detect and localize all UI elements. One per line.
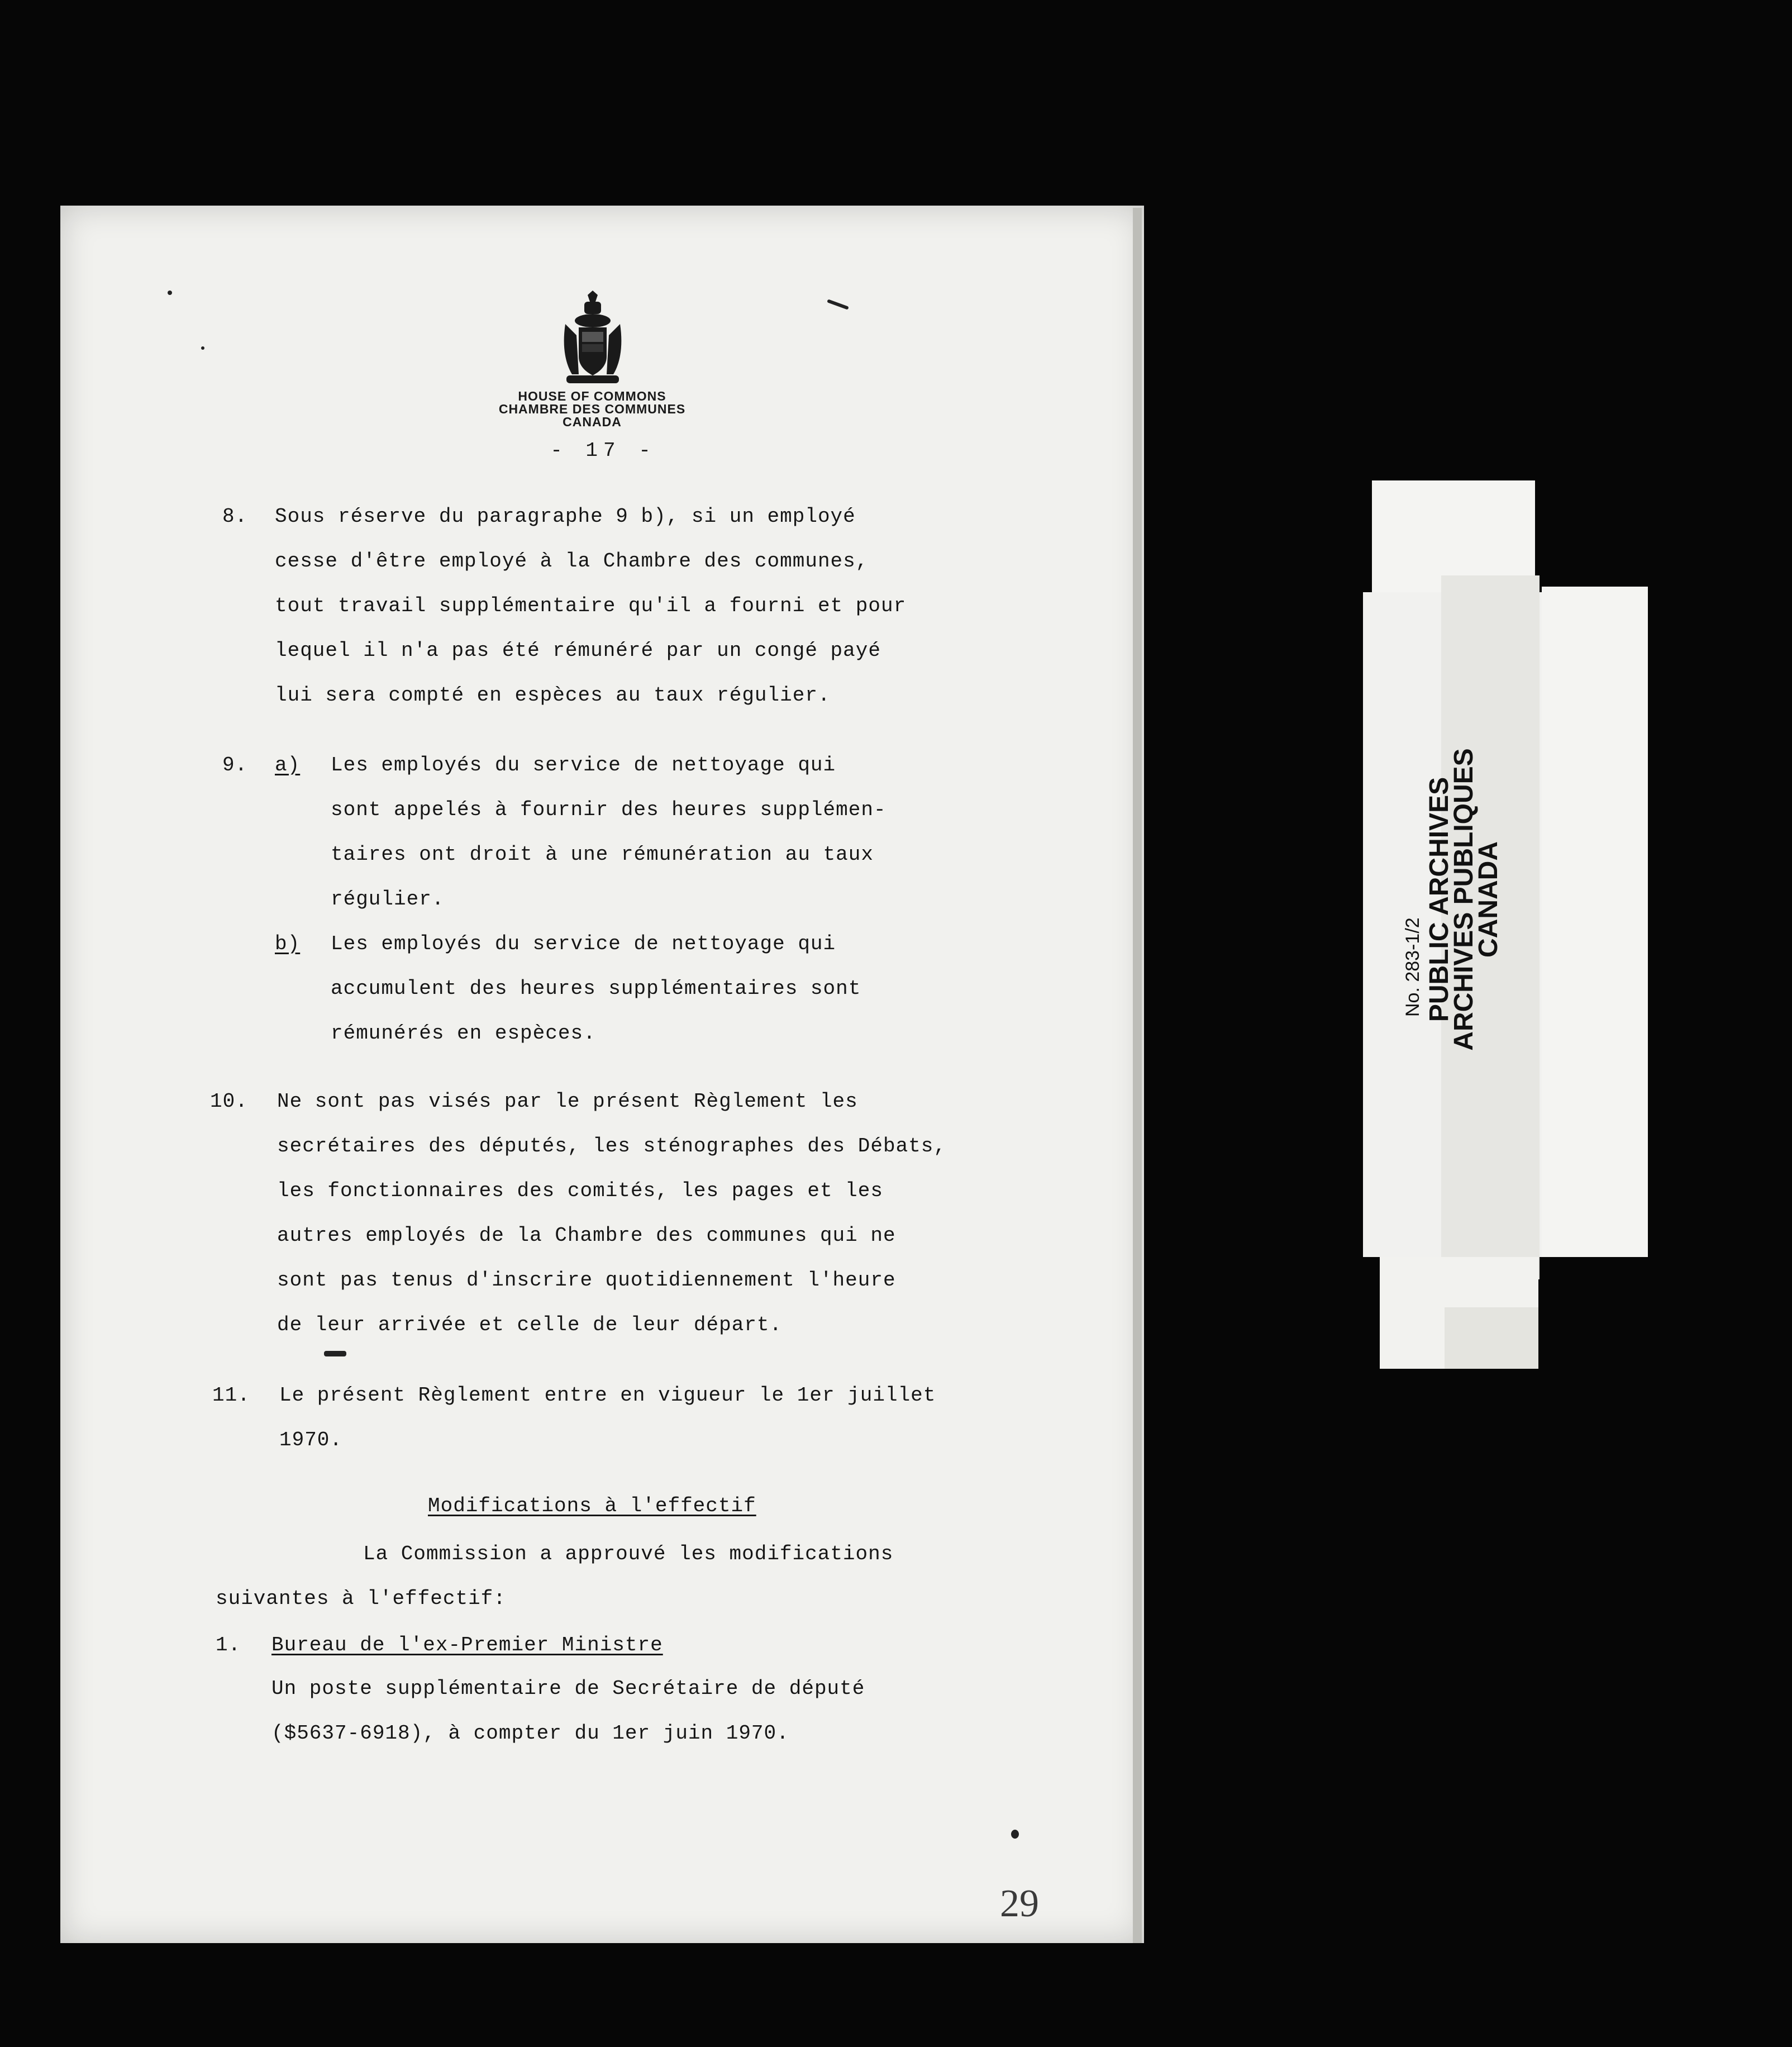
speck — [324, 1351, 346, 1356]
letterhead-line-2: CHAMBRE DES COMMUNES — [498, 402, 686, 416]
para9-a-line: taires ont droit à une rémunération au taux — [331, 843, 874, 866]
letterhead — [425, 390, 760, 429]
para9-b-label: b) — [275, 932, 301, 955]
section-intro-line: suivantes à l'effectif: — [216, 1587, 506, 1610]
archive-label-notch — [1372, 575, 1445, 592]
para9-a-line: sont appelés à fournir des heures supplémen- — [331, 798, 887, 821]
para9-b-line: accumulent des heures supplémentaires sont — [331, 977, 861, 1000]
letterhead-line-3: CANADA — [563, 415, 622, 429]
para10-line: les fonctionnaires des comités, les pages et les — [277, 1179, 883, 1202]
para10-line: sont pas tenus d'inscrire quotidiennement l'heure — [277, 1269, 896, 1292]
archive-label-text — [1424, 743, 1503, 1056]
para9-b-line: rémunérés en espèces. — [331, 1022, 596, 1045]
item1-title: Bureau de l'ex-Premier Ministre — [271, 1634, 663, 1656]
para9-b-line: Les employés du service de nettoyage qui — [331, 932, 836, 955]
para9-a-line: Les employés du service de nettoyage qui — [331, 754, 836, 777]
para10-line: autres employés de la Chambre des communes qui ne — [277, 1224, 896, 1247]
page-edge — [1133, 208, 1142, 1943]
para10-number: 10. — [210, 1090, 248, 1113]
item1-line: ($5637-6918), à compter du 1er juin 1970. — [271, 1722, 789, 1745]
page-number: - 17 - — [550, 439, 656, 462]
letterhead-line-1: HOUSE OF COMMONS — [518, 389, 666, 403]
archive-label-bottom-inner — [1445, 1307, 1538, 1369]
para11-line: Le présent Règlement entre en vigueur le 1er juillet — [279, 1384, 936, 1407]
archive-label-line-3: CANADA — [1474, 841, 1503, 958]
archive-label-line-1: PUBLIC ARCHIVES — [1424, 777, 1454, 1022]
archive-reference-number: No. 283-1/2 — [1402, 917, 1423, 1017]
archive-label-top — [1372, 480, 1535, 575]
section-heading: Modifications à l'effectif — [428, 1494, 756, 1517]
item1-number: 1. — [216, 1634, 241, 1656]
item1-line: Un poste supplémentaire de Secrétaire de député — [271, 1677, 865, 1700]
para8-line: tout travail supplémentaire qu'il a fourni et pour — [275, 594, 907, 617]
speck — [1011, 1830, 1019, 1839]
para8-number: 8. — [222, 505, 248, 528]
para9-number: 9. — [222, 754, 248, 777]
archive-label-right — [1542, 587, 1648, 1257]
section-intro-line: La Commission a approuvé les modifications — [363, 1543, 894, 1565]
speck — [201, 346, 204, 350]
para10-line: Ne sont pas visés par le présent Règlement les — [277, 1090, 858, 1113]
para8-line: lui sera compté en espèces au taux régulier. — [275, 684, 831, 707]
speck — [168, 291, 172, 295]
para8-line: cesse d'être employé à la Chambre des communes, — [275, 550, 869, 573]
para9-a-label: a) — [275, 754, 301, 777]
para8-line: lequel il n'a pas été rémunéré par un congé payé — [275, 639, 881, 662]
para11-number: 11. — [212, 1384, 250, 1407]
archive-label-line-2: ARCHIVES PUBLIQUES — [1449, 748, 1479, 1051]
para10-line: secrétaires des députés, les sténographes des Débats, — [277, 1135, 946, 1158]
para9-a-line: régulier. — [331, 888, 445, 911]
para11-line: 1970. — [279, 1429, 343, 1451]
para8-line: Sous réserve du paragraphe 9 b), si un employé — [275, 505, 856, 528]
coat-of-arms-icon — [560, 291, 626, 385]
para10-line: de leur arrivée et celle de leur départ. — [277, 1313, 783, 1336]
archive-stamp-number: 29 — [1000, 1882, 1039, 1925]
